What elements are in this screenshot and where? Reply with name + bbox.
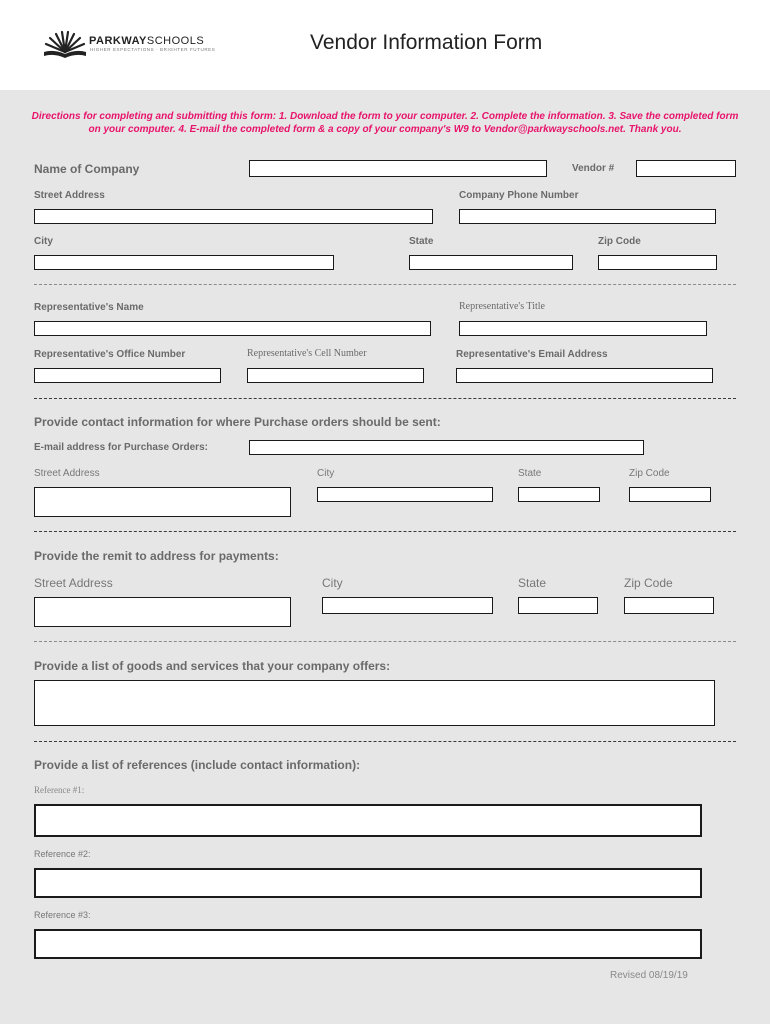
po-state-input[interactable]	[518, 487, 600, 502]
company-phone-label: Company Phone Number	[459, 190, 579, 201]
po-city-input[interactable]	[317, 487, 493, 502]
remit-state-input[interactable]	[518, 597, 598, 614]
company-zip-input[interactable]	[598, 255, 717, 270]
section-divider	[34, 531, 736, 532]
po-state-label: State	[518, 468, 542, 479]
remit-zip-label: Zip Code	[624, 576, 673, 590]
rep-title-input[interactable]	[459, 321, 707, 336]
reference-1-label: Reference #1:	[34, 785, 85, 795]
vendor-number-input[interactable]	[636, 160, 736, 177]
rep-email-input[interactable]	[456, 368, 713, 383]
reference-2-input[interactable]	[34, 868, 702, 898]
company-state-input[interactable]	[409, 255, 573, 270]
po-city-label: City	[317, 468, 335, 479]
remit-street-input[interactable]	[34, 597, 291, 627]
references-heading: Provide a list of references (include contact information):	[34, 758, 361, 772]
logo-wordmark: PARKWAYSCHOOLS	[89, 35, 205, 47]
directions-text: Directions for completing and submitting this form: 1. Download the form to your computer. 2. Complete the information. 3. Save the completed form on your computer. 4. E-mail the completed form & a copy of your company's W9 to Vendor@parkwayschools.net. Thank you.	[31, 111, 739, 135]
page-title: Vendor Information Form	[310, 31, 543, 54]
vendor-number-label: Vendor #	[572, 163, 615, 174]
section-divider	[34, 284, 736, 285]
remit-street-label: Street Address	[34, 576, 113, 590]
company-city-label: City	[34, 236, 53, 247]
rep-name-input[interactable]	[34, 321, 431, 336]
section-divider	[34, 398, 736, 399]
reference-2-label: Reference #2:	[34, 849, 91, 859]
logo-tagline: HIGHER EXPECTATIONS · BRIGHTER FUTURES	[90, 47, 216, 52]
section-divider	[34, 741, 736, 742]
rep-office-input[interactable]	[34, 368, 221, 383]
remit-state-label: State	[518, 576, 547, 590]
reference-3-input[interactable]	[34, 929, 702, 959]
rep-office-label: Representative's Office Number	[34, 349, 186, 360]
company-zip-label: Zip Code	[598, 236, 641, 247]
rep-name-label: Representative's Name	[34, 302, 144, 313]
company-name-label: Name of Company	[34, 162, 140, 176]
po-zip-input[interactable]	[629, 487, 711, 502]
company-name-input[interactable]	[249, 160, 547, 177]
remit-heading: Provide the remit to address for payments:	[34, 549, 279, 563]
reference-1-input[interactable]	[34, 804, 702, 837]
po-heading: Provide contact information for where Purchase orders should be sent:	[34, 415, 441, 429]
po-zip-label: Zip Code	[629, 468, 670, 479]
remit-zip-input[interactable]	[624, 597, 714, 614]
goods-heading: Provide a list of goods and services that your company offers:	[34, 659, 391, 673]
company-city-input[interactable]	[34, 255, 334, 270]
reference-3-label: Reference #3:	[34, 910, 91, 920]
rep-cell-input[interactable]	[247, 368, 424, 383]
sunburst-book-icon	[42, 30, 88, 60]
revised-date: Revised 08/19/19	[610, 970, 688, 981]
po-email-input[interactable]	[249, 440, 644, 455]
company-street-label: Street Address	[34, 190, 105, 201]
po-email-label: E-mail address for Purchase Orders:	[34, 442, 208, 453]
goods-services-input[interactable]	[34, 680, 715, 726]
company-state-label: State	[409, 236, 434, 247]
section-divider	[34, 641, 736, 642]
po-street-label: Street Address	[34, 468, 100, 479]
company-street-input[interactable]	[34, 209, 433, 224]
po-street-input[interactable]	[34, 487, 291, 517]
remit-city-input[interactable]	[322, 597, 493, 614]
remit-city-label: City	[322, 576, 343, 590]
rep-cell-label: Representative's Cell Number	[247, 348, 367, 359]
page-header	[0, 0, 770, 90]
rep-title-label: Representative's Title	[459, 301, 545, 312]
rep-email-label: Representative's Email Address	[456, 349, 608, 360]
company-phone-input[interactable]	[459, 209, 716, 224]
parkway-schools-logo	[42, 30, 216, 60]
